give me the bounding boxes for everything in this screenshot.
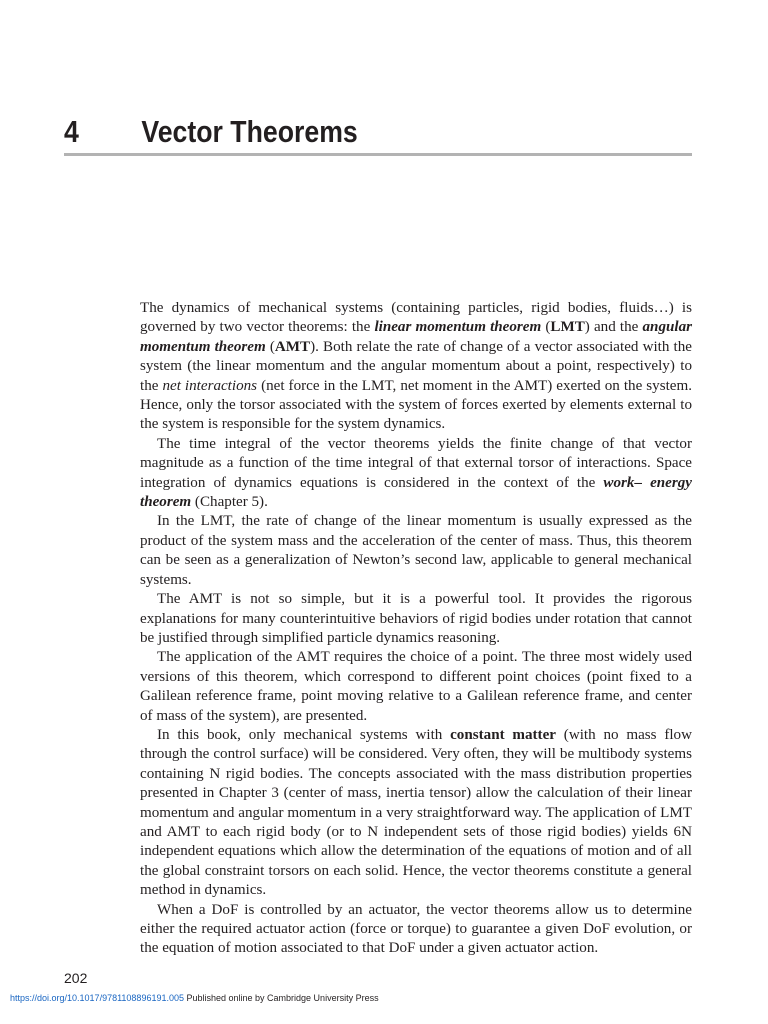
emphasis-term: work– energy theorem: [140, 474, 692, 511]
paragraph: [140, 299, 692, 435]
text-run: (with no mass flow through the control surface) will be considered. Very often, they will be multibody systems containing N rigid bodies. The concepts associated with the mass distribution properties presented in Chapter 3 (center of mass, inertia tensor) allow the calculation of their linear momentum and angular momentum in a very straightforward way. The application of LMT and AMT to each rigid body (or to N independent sets of those rigid bodies) yields 6N independent equations which allow the determination of the equations of motion and of all the global constraint torsors on each solid. Hence, the vector theorems constitute a general method in dynamics.: [140, 726, 692, 899]
chapter-heading: [64, 112, 604, 152]
doi-link[interactable]: https://doi.org/10.1017/9781108896191.005: [10, 993, 184, 1003]
paragraph: [140, 512, 692, 590]
text-run: The AMT is not so simple, but it is a powerful tool. It provides the rigorous explanations for many counterintuitive behaviors of rigid bodies under rotation that cannot be justified through simplified particle dynamics reasoning.: [140, 591, 692, 646]
heading-rule: [64, 153, 692, 156]
chapter-title: Vector Theorems: [141, 114, 358, 149]
text-run: (: [265, 338, 275, 355]
chapter-intro-text: [140, 299, 692, 959]
text-run: The dynamics of mechanical systems (containing particles, rigid bodies, fluids…) is governed by two vector theorems: the: [140, 300, 692, 336]
text-run: When a DoF is controlled by an actuator, the vector theorems allow us to determine either the required actuator action (force or torque) to guarantee a given DoF evolution, or the equation of motion associated to that DoF under a given actuator action.: [140, 901, 692, 957]
page-footer: [10, 993, 379, 1003]
emphasis-term: constant matter: [450, 726, 556, 743]
paragraph: [140, 648, 692, 726]
paragraph: [140, 726, 692, 901]
paragraph: [140, 901, 692, 959]
text-run: (Chapter 5).: [191, 494, 268, 511]
emphasis-term: AMT: [274, 338, 311, 355]
text-run: (: [541, 319, 551, 336]
text-run: The application of the AMT requires the choice of a point. The three most widely used versions of this theorem, which correspond to different point choices (point fixed to a Galilean reference frame, point moving relative to a Galilean reference frame, and center of mass of the system), are presented.: [140, 649, 692, 724]
paragraph: [140, 435, 692, 513]
emphasis-term: LMT: [550, 319, 585, 336]
emphasis-term: net interactions: [162, 377, 258, 394]
text-run: The time integral of the vector theorems yields the finite change of that vector magnitude as a function of the time integral of that external torsor of interactions. Space integration of dynamics equations is considered in the context of the: [140, 435, 692, 491]
text-run: In the LMT, the rate of change of the linear momentum is usually expressed as the product of the system mass and the acceleration of the center of mass. Thus, this theorem can be seen as a generalization of Newton’s second law, applicable to general mechanical systems.: [140, 513, 692, 588]
emphasis-term: linear momentum theorem: [374, 319, 542, 336]
publisher-note: Published online by Cambridge University Press: [183, 993, 379, 1003]
emphasis-term: angular momentum theorem: [140, 319, 692, 355]
text-run: In this book, only mechanical systems with: [157, 726, 451, 743]
text-run: (net force in the LMT, net moment in the AMT) exerted on the system. Hence, only the torsor associated with the system of forces exerted by elements external to the system is responsible for the system dynamics.: [140, 377, 692, 433]
text-run: ). Both relate the rate of change of a vector associated with the system (the linear momentum and the angular momentum about a point, respectively) to the: [140, 338, 692, 394]
page-number: 202: [64, 970, 88, 986]
chapter-number: 4: [64, 114, 79, 149]
paragraph: [140, 590, 692, 648]
text-run: ) and the: [584, 319, 643, 336]
